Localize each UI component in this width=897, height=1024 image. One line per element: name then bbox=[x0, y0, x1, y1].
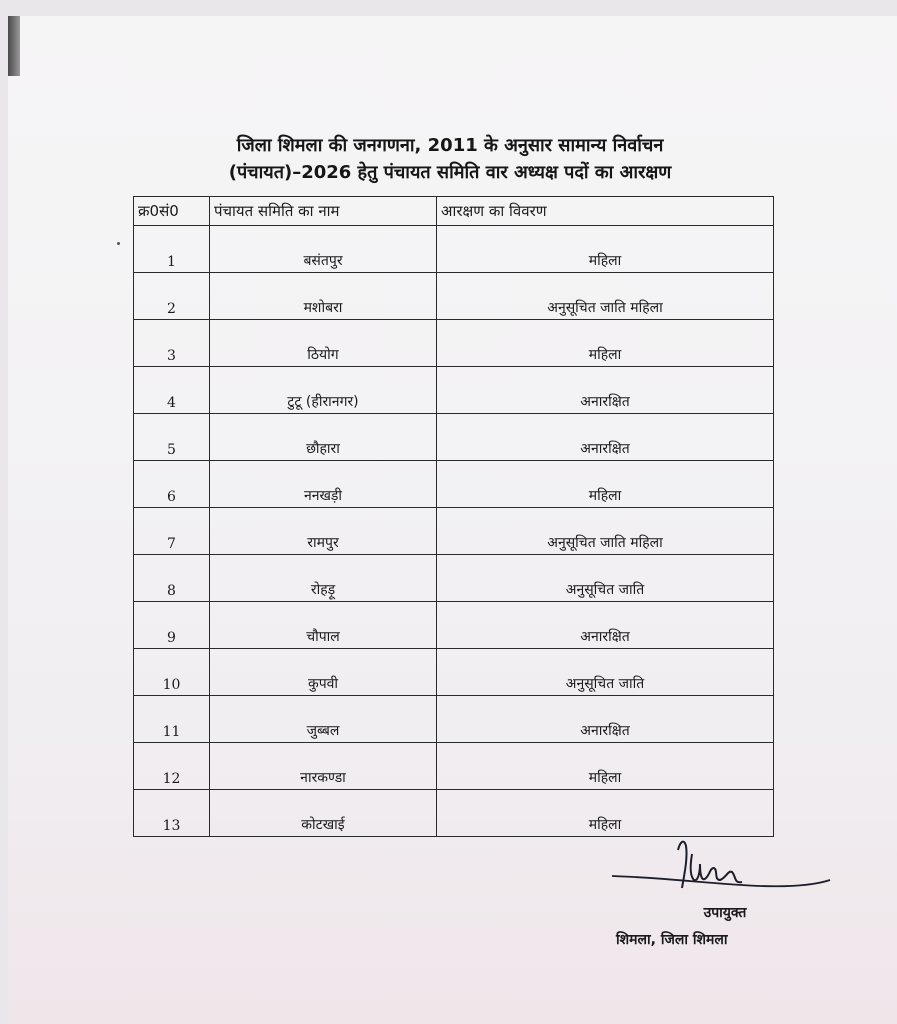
row-panchayat-samiti-name: बसंतपुर bbox=[210, 226, 437, 273]
row-reservation: अनारक्षित bbox=[437, 414, 774, 461]
signatory-office: शिमला, जिला शिमला bbox=[616, 932, 728, 948]
row-serial-number: 8 bbox=[134, 555, 210, 602]
row-serial-number: 13 bbox=[134, 790, 210, 837]
table-header-row bbox=[134, 197, 774, 226]
row-reservation: महिला bbox=[437, 461, 774, 508]
row-panchayat-samiti-name: चौपाल bbox=[210, 602, 437, 649]
table-row bbox=[134, 555, 774, 602]
row-reservation: अनारक्षित bbox=[437, 602, 774, 649]
row-panchayat-samiti-name: रामपुर bbox=[210, 508, 437, 555]
table-row bbox=[134, 367, 774, 414]
row-reservation: महिला bbox=[437, 790, 774, 837]
row-serial-number: 11 bbox=[134, 696, 210, 743]
row-panchayat-samiti-name: रोहड़ू bbox=[210, 555, 437, 602]
table-row bbox=[134, 649, 774, 696]
row-panchayat-samiti-name: कुपवी bbox=[210, 649, 437, 696]
row-reservation: अनुसूचित जाति bbox=[437, 649, 774, 696]
row-serial-number: 2 bbox=[134, 273, 210, 320]
row-serial-number: 12 bbox=[134, 743, 210, 790]
row-panchayat-samiti-name: ननखड़ी bbox=[210, 461, 437, 508]
table-row bbox=[134, 273, 774, 320]
document-title bbox=[150, 132, 750, 186]
table-row bbox=[134, 743, 774, 790]
table-row bbox=[134, 320, 774, 367]
row-panchayat-samiti-name: ठियोग bbox=[210, 320, 437, 367]
row-serial-number: 10 bbox=[134, 649, 210, 696]
row-serial-number: 4 bbox=[134, 367, 210, 414]
table-row bbox=[134, 602, 774, 649]
table-row bbox=[134, 696, 774, 743]
table-row bbox=[134, 414, 774, 461]
page-edge-shadow bbox=[8, 16, 20, 76]
row-serial-number: 6 bbox=[134, 461, 210, 508]
header-reservation: आरक्षण का विवरण bbox=[437, 197, 774, 226]
row-reservation: अनारक्षित bbox=[437, 696, 774, 743]
row-panchayat-samiti-name: नारकण्डा bbox=[210, 743, 437, 790]
row-serial-number: 9 bbox=[134, 602, 210, 649]
title-line-2: (पंचायत)–2026 हेतु पंचायत समिति वार अध्यक्ष पदों का आरक्षण bbox=[228, 162, 672, 183]
row-serial-number: 5 bbox=[134, 414, 210, 461]
row-reservation: अनुसूचित जाति bbox=[437, 555, 774, 602]
row-serial-number: 1 bbox=[134, 226, 210, 273]
ink-speck bbox=[117, 242, 120, 245]
header-serial: क्र0सं0 bbox=[134, 197, 210, 226]
table-row bbox=[134, 790, 774, 837]
signature bbox=[610, 832, 840, 902]
row-panchayat-samiti-name: छौहारा bbox=[210, 414, 437, 461]
row-panchayat-samiti-name: कोटखाई bbox=[210, 790, 437, 837]
table-body bbox=[134, 226, 774, 837]
row-reservation: अनुसूचित जाति महिला bbox=[437, 508, 774, 555]
row-reservation: महिला bbox=[437, 226, 774, 273]
row-panchayat-samiti-name: मशोबरा bbox=[210, 273, 437, 320]
row-panchayat-samiti-name: जुब्बल bbox=[210, 696, 437, 743]
reservation-table bbox=[133, 196, 774, 837]
title-line-1: जिला शिमला की जनगणना, 2011 के अनुसार सामान्य निर्वाचन bbox=[236, 135, 664, 156]
row-serial-number: 7 bbox=[134, 508, 210, 555]
row-reservation: महिला bbox=[437, 320, 774, 367]
row-reservation: महिला bbox=[437, 743, 774, 790]
signatory-designation: उपायुक्त bbox=[703, 905, 747, 921]
table-row bbox=[134, 461, 774, 508]
row-serial-number: 3 bbox=[134, 320, 210, 367]
header-panchayat-samiti: पंचायत समिति का नाम bbox=[210, 197, 437, 226]
table-row bbox=[134, 508, 774, 555]
row-reservation: अनारक्षित bbox=[437, 367, 774, 414]
row-panchayat-samiti-name: टुटू (हीरानगर) bbox=[210, 367, 437, 414]
table-row bbox=[134, 226, 774, 273]
row-reservation: अनुसूचित जाति महिला bbox=[437, 273, 774, 320]
